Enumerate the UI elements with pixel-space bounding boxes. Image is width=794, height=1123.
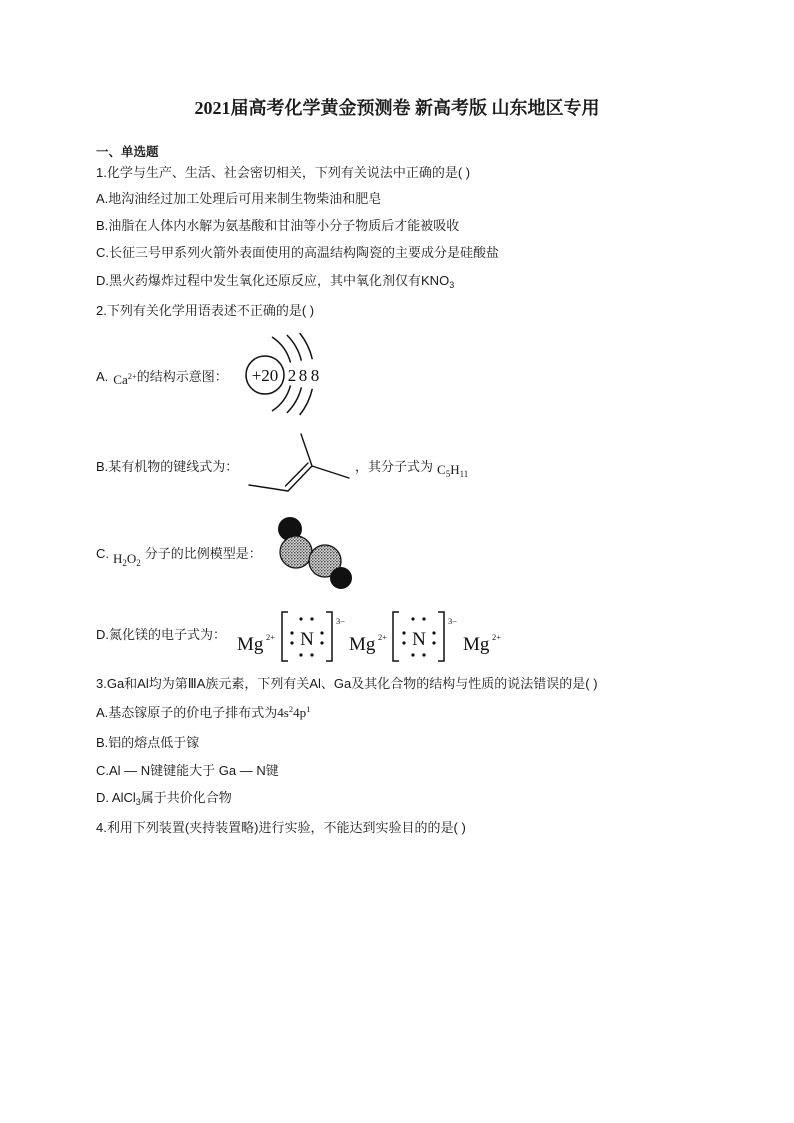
shell-electron-count: 2 — [287, 366, 297, 385]
electron-dot — [411, 653, 414, 656]
shell-electron-count: 8 — [298, 366, 308, 385]
magnesium-charge: 2+ — [378, 632, 388, 642]
electron-shell-arc — [287, 387, 302, 413]
molecular-formula — [437, 462, 468, 477]
electron-dot — [432, 641, 435, 644]
page-title: 2021届高考化学黄金预测卷 新高考版 山东地区专用 — [194, 98, 600, 118]
bracket-right — [438, 612, 444, 661]
orbital-label: 4p — [293, 705, 307, 720]
nuclear-charge-label: +20 — [251, 366, 279, 385]
option-label: C. — [96, 546, 109, 561]
element-count: 2 — [136, 558, 141, 568]
shell-electron-count: 8 — [310, 366, 320, 385]
electron-configuration — [277, 705, 310, 720]
formula-subscript: 3 — [135, 797, 141, 807]
q3-option-a — [96, 705, 310, 722]
element-symbol: H — [450, 462, 460, 477]
q1-option-b: B.油脂在人体内水解为氨基酸和甘油等小分子物质后才能被吸收 — [96, 218, 460, 233]
element-symbol: O — [126, 551, 137, 566]
option-text: 的结构示意图： — [136, 369, 228, 384]
electron-dot — [402, 641, 405, 644]
q1-option-c: C.长征三号甲系列火箭外表面使用的高温结构陶瓷的主要成分是硅酸盐 — [96, 245, 500, 260]
electron-dot — [290, 641, 293, 644]
electron-dot — [320, 631, 323, 634]
section-heading: 一、单选题 — [96, 145, 159, 159]
electron-dot — [432, 631, 435, 634]
formula-subscript: 3 — [449, 280, 455, 290]
orbital-label: 4s — [277, 705, 289, 720]
electron-dot — [310, 653, 313, 656]
element-count: 5 — [445, 469, 451, 479]
oxygen-atom-ball — [280, 536, 312, 568]
electron-dot — [422, 653, 425, 656]
nitride-charge: 3− — [336, 616, 346, 626]
oxygen-atom-ball — [309, 545, 341, 577]
electron-dot — [402, 631, 405, 634]
electron-count: 2 — [288, 704, 294, 714]
nitride-charge: 3− — [448, 616, 458, 626]
electron-dot — [411, 617, 414, 620]
electron-dot — [320, 641, 323, 644]
magnesium-charge: 2+ — [266, 632, 276, 642]
mg3n2-electron-formula — [237, 612, 501, 661]
double-bond-inner-line — [286, 463, 309, 486]
double-bond-line — [288, 466, 312, 491]
molecular-formula — [113, 551, 141, 566]
option-text: 属于共价化合物 — [140, 790, 232, 805]
q4-stem: 4.利用下列装置(夹持装置略)进行实验，不能达到实验目的的是( ) — [96, 820, 466, 835]
electron-dot — [299, 653, 302, 656]
single-bond-line — [249, 485, 288, 491]
option-text: 分子的比例模型是： — [144, 546, 262, 561]
option-text: D. AlCl — [96, 790, 136, 805]
q3-option-c: C.Al — N键键能大于 Ga — N键 — [96, 763, 279, 778]
magnesium-charge: 2+ — [492, 632, 502, 642]
electron-dot — [310, 617, 313, 620]
single-bond-line — [301, 434, 312, 466]
ca-ion-structure-diagram — [246, 333, 319, 415]
bracket-left — [393, 612, 399, 661]
hydrogen-atom-ball — [278, 517, 302, 541]
nitrogen-symbol: N — [412, 629, 426, 650]
q1-option-a: A.地沟油经过加工处理后可用来制生物柴油和肥皂 — [96, 191, 382, 206]
q2-option-b-formula-text — [355, 459, 469, 479]
q1-stem: 1.化学与生产、生活、社会密切相关，下列有关说法中正确的是( ) — [96, 165, 471, 180]
q2-option-b: B.某有机物的键线式为： — [96, 459, 239, 474]
electron-shell-arc — [300, 389, 313, 415]
ion-symbol: Ca — [113, 372, 128, 387]
magnesium-symbol: Mg — [463, 634, 490, 655]
q2-stem: 2.下列有关化学用语表述不正确的是( ) — [96, 303, 315, 318]
q3-option-d — [96, 790, 232, 807]
q3-stem: 3.Ga和Al均为第ⅢA族元素，下列有关Al、Ga及其化合物的结构与性质的说法错误的是( ) — [96, 676, 598, 691]
option-label: A. — [96, 369, 109, 384]
element-count: 2 — [122, 558, 127, 568]
option-text: ，其分子式为 — [355, 459, 434, 474]
magnesium-symbol: Mg — [237, 634, 264, 655]
electron-shell-arc — [300, 333, 313, 359]
element-symbol: C — [437, 462, 446, 477]
q2-option-a — [96, 369, 228, 386]
single-bond-line — [312, 466, 349, 478]
electron-shell-arc — [287, 335, 302, 361]
skeletal-formula-diagram — [249, 434, 349, 491]
electron-dot — [290, 631, 293, 634]
electron-count: 1 — [306, 704, 311, 714]
element-count: 11 — [459, 469, 469, 479]
electron-dot — [422, 617, 425, 620]
option-text: A.基态镓原子的价电子排布式为 — [96, 705, 278, 720]
q3-option-b: B.铝的熔点低于镓 — [96, 735, 200, 750]
electron-dot — [299, 617, 302, 620]
bracket-right — [326, 612, 332, 661]
q1-option-d — [96, 273, 454, 290]
h2o2-space-filling-model — [278, 517, 352, 589]
element-symbol: H — [113, 551, 123, 566]
formula-main: KNO — [421, 273, 450, 288]
nucleus-circle — [246, 356, 284, 394]
hydrogen-atom-ball — [330, 567, 352, 589]
ion-formula — [113, 372, 137, 387]
nitrogen-symbol: N — [300, 629, 314, 650]
chemical-formula — [421, 273, 454, 288]
electron-shell-arc — [272, 337, 291, 363]
q2-option-d: D.氮化镁的电子式为： — [96, 627, 227, 642]
magnesium-symbol: Mg — [349, 634, 376, 655]
ion-charge: 2+ — [127, 371, 137, 381]
option-text: D.黑火药爆炸过程中发生氧化还原反应，其中氧化剂仅有 — [96, 273, 422, 288]
bracket-left — [282, 612, 288, 661]
electron-shell-arc — [272, 385, 291, 411]
q2-option-c — [96, 546, 262, 568]
